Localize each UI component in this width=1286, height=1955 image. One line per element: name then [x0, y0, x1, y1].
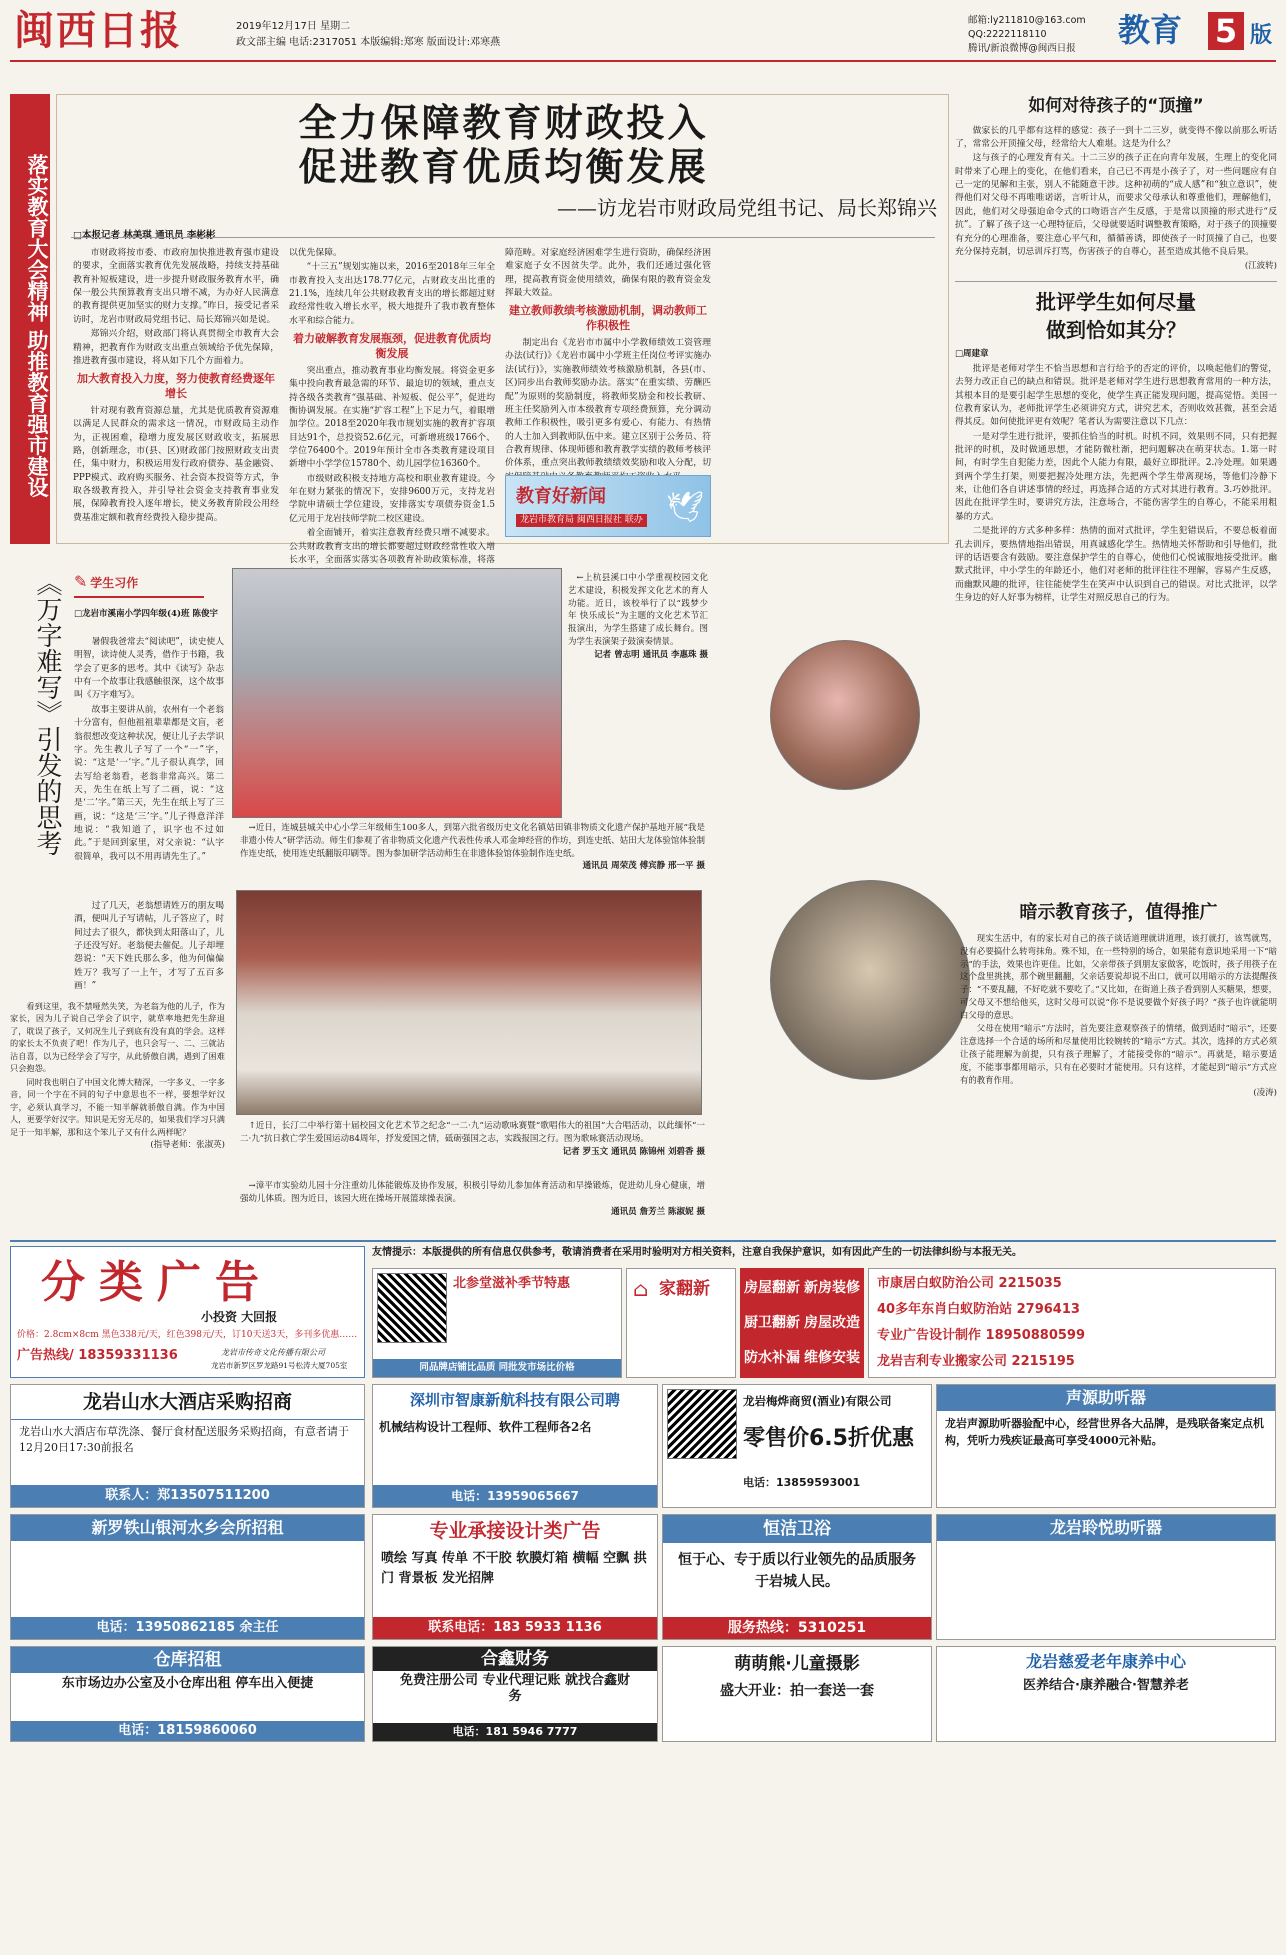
ad-zhuanye-tel: 联系电话：183 5933 1136	[373, 1617, 657, 1639]
house-icon: ⌂	[633, 1277, 649, 1301]
article-byline: □周建章	[955, 348, 989, 359]
choir-photo	[236, 890, 702, 1115]
article-piping-body	[955, 363, 1277, 605]
ad-zhuanye-title: 专业承接设计类广告	[429, 1520, 601, 1542]
essay-paragraph: 看到这里，我不禁哑然失笑，为老翁为他的儿子，作为家长，因为儿子说自己学会了识字，就草率地把先生辞退了，耽误了孩子，又何况生儿子到底有没有真的学会。这样的家长太不负责了吧！作为儿子，也只会写一、二、三就沾沾自喜，以为已经学会了写字，从此骄傲自满，遇到了困难只会抱怨。	[10, 1001, 225, 1074]
ad-meiling	[662, 1384, 932, 1508]
essay-body	[74, 636, 224, 865]
ad-zhifeng-title: 深圳市智康新航科技有限公司聘	[409, 1391, 620, 1409]
column-tag	[74, 570, 204, 598]
ad-hexin-title: 合鑫财务	[373, 1647, 657, 1671]
classified-price: 价格：2.8cm×8cm 黑色338元/天，红色398元/天，订10天送3天，多刊多优惠……	[17, 1330, 358, 1340]
ad-red-list	[868, 1268, 1276, 1378]
ad-hengjie-tel: 服务热线：5310251	[663, 1617, 931, 1639]
ad-hexin	[372, 1646, 658, 1742]
classified-ad-header	[10, 1246, 365, 1378]
qr-code-icon	[667, 1389, 737, 1459]
reno-item: 新房装修	[804, 1279, 860, 1296]
red-item: 40多年东肖白蚁防治站 2796413	[877, 1302, 1080, 1317]
masthead	[10, 6, 1276, 62]
essay-teacher: (指导老师：张淑英)	[150, 1140, 225, 1151]
classified-company: 龙岩市传奇文化传播有限公司	[221, 1348, 325, 1357]
reno-item: 厨卫翻新	[744, 1314, 800, 1331]
ad-mengmeng-body: 盛大开业：拍一套送一套	[720, 1683, 874, 1699]
lead-col-2	[289, 247, 495, 582]
caption-text: ↑近日，长汀二中举行第十届校园文化艺术节之纪念“一二·九”运动歌咏赛暨“歌唱伟大的祖国”大合唱活动，以此缅怀“一二·九”抗日救亡学生爱国运动84周年，抒发爱国之情，砥砺强国之志，实践报国之行。图为歌咏赛活动现场。	[240, 1121, 705, 1144]
ad-zhuanye	[372, 1514, 658, 1640]
article-paragraph: 这与孩子的心理发育有关。十二三岁的孩子正在向青年发展，生理上的变化同时带来了心理上的变化，在他们看来，自己已不再是小孩子了，对一些问题应有自己一定的见解和主张，别人不能随意干涉。这种初萌的“成人感”和“独立意识”，使得他们对父母不再唯唯诺诺，言听计从，而要求父母承认和尊重他们，理解他们，因此，他们对父母强迫命令式的口吻语言产生反感，于是常以顶撞的形式进行“反抗”。了解了孩子这一心理特征后，父母就要适时调整教育策略，对于孩子的顶撞要有充分的心理准备，要注意心平气和，循循善诱，即使孩子一时顶撞了自己，也要充分保持克制，切忌训斥打骂，伤害孩子的自尊心，甚至造成其他不良后果。	[955, 153, 1277, 257]
ad-shengyuan-title: 声源助听器	[937, 1385, 1275, 1411]
article-paragraph: 父母在使用“暗示”方法时，首先要注意观察孩子的情绪，做到适时“暗示”，还要注意选择一个合适的场所和尽量使用比较婉转的“暗示”方式。其次，选择的方式必须让孩子能理解为前提，只有孩子理解了，才能接受你的“暗示”。再就是，暗示要适度，不能事事都用暗示，只有在必要时才能使用。只有这样，才能起到“暗示”方式应有的教育作用。	[960, 1023, 1277, 1085]
basketball-circle-photo	[770, 880, 970, 1080]
lead-paragraph: 着全面铺开，着实注意教育经费只增不减要求。公共财政教育支出的增长都要超过财政经常性收入增长水平，全面落实落实各项教育补助政策标准，将落	[289, 528, 495, 565]
article-title-anshi: 暗示教育孩子，值得推广	[1019, 902, 1218, 923]
ad-beicantang-sub: 同品牌店铺比品质 同批发市场比价格	[373, 1359, 621, 1377]
essay-paragraph: 同时我也明白了中国文化博大精深，一字多义、一字多音，同一个字在不同的句子中意思也不一样，要想学好汉字，必须认真学习，不能一知半解就骄傲自满。作为中国人，更要学好汉字。知识是无穷无尽的，如果我们学习只满足于一知半解，那和这个笨儿子又有什么两样呢？	[10, 1076, 225, 1137]
article-byline: (凌涛)	[1253, 1088, 1277, 1099]
classified-title: 分类广告	[41, 1257, 273, 1308]
lead-paragraph: “十三五”规划实施以来，2016至2018年三年全市教育投入支出达178.77亿元，占财政支出比重的21.1%，连续几年公共财政教育支出的增长都超过财政经常性收入增长水平，极大地提升了我市教育整体水平和综合能力。	[289, 262, 495, 326]
newspaper-logo: 闽西日报	[14, 7, 182, 54]
ad-hengjie-body: 恒于心、专于质以行业领先的品质服务于岩城人民。	[678, 1552, 916, 1590]
ad-shanshui-title: 龙岩山水大酒店采购招商	[11, 1385, 364, 1420]
ad-zhifeng-body: 机械结构设计工程师、软件工程师各2名	[379, 1420, 592, 1434]
news-award-badge	[505, 475, 711, 537]
caption-credit: 通讯员 周荣茂 傅宾静 邢一平 摄	[582, 861, 705, 872]
ad-cangku-tel: 电话：18159860060	[11, 1721, 364, 1741]
date-line: 2019年12月17日 星期二	[236, 21, 351, 32]
red-item: 市康居白蚁防治公司 2215035	[877, 1276, 1062, 1291]
lead-paragraph: 以优先保障。	[289, 248, 342, 258]
article-paragraph: 二是批评的方式多种多样：热情的面对式批评，学生犯错误后，不要总板着面孔去训斥，要热情地指出错误，用真诚感化学生。热情地关怀帮助和引导他们，批评的话语要含有鼓励。要注意保护学生的自尊心，使他们心悦诚服地接受批评。幽默式批评，中小学生的年龄还小，他们对老师的批评往往不理解，容易产生反感，而幽默风趣的批评，往往能使学生在笑声中认识到自己的错误。对比式批评，以学生身边的好人好事为榜样，让学生对照反思自己的行为。	[955, 526, 1277, 603]
essay-title: 《万字难写》引发的思考	[32, 570, 62, 856]
ad-renovation	[740, 1268, 864, 1378]
ad-shengyuan-body: 龙岩声源助听器验配中心，经营世界各大品牌，是残联备案定点机构，凭听力残疾证最高可享受4000元补贴。	[945, 1417, 1264, 1447]
ad-hexin-body: 免费注册公司 专业代理记账 就找合鑫财务	[399, 1673, 631, 1704]
red-item: 专业广告设计制作 18950880599	[877, 1328, 1086, 1343]
ad-hengjie-title: 恒洁卫浴	[663, 1515, 931, 1543]
ad-cangku	[10, 1646, 365, 1742]
ad-cideai	[936, 1646, 1276, 1742]
lead-subtitle: ——访龙岩市财政局党组书记、局长郑锦兴	[557, 196, 937, 220]
caption-text: ←上杭县溪口中小学重视校园文化艺术建设，积极发挥文化艺术的育人功能。近日，该校举行了以“践梦少年 快乐成长”为主题的文化艺术节汇报演出，为学生搭建了成长舞台。图为学生表演架子鼓演奏情景。	[568, 573, 708, 647]
lead-subhead-1: 加大教育投入力度，努力使教育经费逐年增长	[77, 372, 275, 401]
article-dingzhuang-body	[955, 125, 1277, 273]
reno-item: 维修安装	[804, 1350, 860, 1367]
lead-subhead-3: 建立教师教绩考核激励机制，调动教师工作积极性	[509, 304, 707, 333]
article-paragraph: 现实生活中，有的家长对自己的孩子谈话道理就讲道理，该打就打，该骂就骂，没有必要搞什么转弯抹角。殊不知，在一些特别的场合，如果能有意识地采用一下“暗示”的手法，效果也许更佳。比如，父亲带孩子到朋友家做客，吃饭时，孩子用筷子在这个盘里挑挑，那个碗里翻翻，父亲话要说却说不出口，就可以用暗示的方法提醒孩子：“不要乱翻，不好吃就不要吃了。”又比如，在街道上孩子看到别人买糖果，想要，可父母又不想给他买，这时父母可以说“你不是说要做个好孩子吗？”孩子也许就能明白父母的意思。	[960, 933, 1277, 1020]
ad-cideai-body: 医养结合·康养融合·智慧养老	[1023, 1678, 1189, 1693]
wechat: 腾讯/新浪微博@闽西日报	[968, 43, 1076, 54]
essay-body-continued	[74, 900, 224, 995]
ad-zhuanye-body: 喷绘 写真 传单 不干胶 软膜灯箱 横幅 空飘 拱门 背景板 发光招牌	[381, 1551, 647, 1586]
ad-hengjie	[662, 1514, 932, 1640]
essay-body-end	[10, 1000, 225, 1151]
lead-paragraph: 障范畴。对家庭经济困难学生进行资助，确保经济困难家庭子女不因贫失学。此外，我们还通过强化管理，提高教育资金使用绩效，确保有限的教育资金发挥最大效益。	[505, 248, 711, 299]
essay-paragraph: 暑假我爸常去“阅读吧”，读史使人明智，读诗使人灵秀，借作于书籍，我学会了更多的思考。其中《读写》杂志中有一个故事让我感触很深，这个故事叫《万字难写》。	[74, 637, 224, 701]
lead-col-3	[505, 247, 711, 485]
article-title-piping-1: 批评学生如何尽量	[1036, 289, 1196, 314]
page-number: 5	[1208, 12, 1244, 50]
ad-shanshui-body: 龙岩山水大酒店布草洗涤、餐厅食材配送服务采购招商，有意者请于12月20日17:30前报名	[19, 1425, 349, 1454]
ad-lingyue	[936, 1514, 1276, 1640]
ad-tieshan-title: 新罗铁山银河水乡会所招租	[11, 1515, 364, 1541]
lead-paragraph: 制定出台《龙岩市市属中小学教师绩效工资管理办法(试行)》《龙岩市属中小学班主任岗位考评实施办法(试行)》，实施教师绩效考核激励机制，各县(市、区)同步出台教师奖励办法。落实“在重实绩、劳酬匹配”为原则的奖励制度，将教师奖励金和校长教研、班主任奖励列入市本级教育专项经费预算，充分调动教师工作积极性，吸引更多有爱心、有能力、有热情的人士加入到教师队伍中来。建立区别于公务员、符合教育规律、体现师德和教育教学实绩的教师考核评价体系，重点突出教师教绩绩效奖励和收入分配，切	[505, 338, 711, 469]
dove-icon: 🕊	[666, 490, 705, 525]
classified-address: 龙岩市新罗区罗龙路91号松涛大厦705室	[211, 1361, 348, 1370]
ad-cideai-title: 龙岩慈爱老年康养中心	[1025, 1652, 1186, 1671]
ad-jiafanxin	[626, 1268, 736, 1378]
email: 邮箱:ly211810@163.com	[968, 15, 1086, 26]
lead-subhead-2: 着力破解教育发展瓶颈，促进教育优质均衡发展	[293, 332, 491, 360]
pencil-icon: ✎	[74, 572, 88, 591]
ad-cangku-title: 仓库招租	[11, 1647, 364, 1673]
qq: QQ:2222118110	[968, 29, 1047, 40]
lead-title-2: 促进教育优质均衡发展	[298, 145, 709, 189]
caption-credit: 通讯员 詹芳兰 陈淑妮 摄	[611, 1206, 705, 1217]
lead-banner: 落实教育大会精神 助推教育强市建设	[10, 94, 50, 544]
ad-beicantang-title: 北参堂滋补季节特惠	[453, 1276, 571, 1291]
photo-caption-basketball	[240, 1180, 705, 1218]
caption-credit: 记者 罗玉文 通讯员 陈锦州 刘碧香 摄	[562, 1146, 705, 1157]
article-anshi	[960, 900, 1277, 1100]
ad-zhifeng-tel: 电话：13959065667	[373, 1485, 657, 1507]
lead-paragraph: 市级财政积极支持地方高校和职业教育建设。今年在财力紧张的情况下，安排9600万元，支持龙岩学院申请硕士学位建设，安排落实专项债券资金1.5亿元用于龙岩技师学院二校区建设。	[289, 473, 495, 524]
reno-item: 房屋改造	[804, 1314, 860, 1331]
article-paragraph: 做家长的几乎都有这样的感觉：孩子一到十二三岁，就变得不像以前那么听话了，常常公开顶撞父母，经常给大人难堪。这是为什么？	[955, 125, 1277, 149]
red-item: 龙岩吉利专业搬家公司 2215195	[877, 1354, 1075, 1369]
caption-text: →漳平市实验幼儿园十分注重幼儿体能锻炼及协作发展，积极引导幼儿参加体育活动和早操锻炼，促进幼儿身心健康，增强幼儿体质。图为近日，该园大班在操场开展篮球操表演。	[240, 1181, 705, 1204]
article-paragraph: 批评是老师对学生不恰当思想和言行给予的否定的评价，以唤起他们的警觉，去努力改正自己的缺点和错误。批评是老师对学生进行思想教育常用的一种方法，其根本目的是要引起学生思想的变化，使学生真正能发现问题，提高觉悟。美国一位教育家认为，老师批评学生必须讲究方式，讲究艺术，否则收效甚微，甚至会适得其反。如何使批评更有效呢？笔者认为需要注意以下几点：	[955, 363, 1277, 428]
disclaimer: 友情提示：本版提供的所有信息仅供参考，敬请消费者在采用时验明对方相关资料，注意自我保护意识，如有因此产生的一切法律纠纷与本报无关。	[372, 1247, 1022, 1258]
article-title-dingzhuang: 如何对待孩子的“顶撞”	[1028, 96, 1204, 116]
ad-shengyuan	[936, 1384, 1276, 1508]
caption-text: →近日，连城县城关中心小学三年级师生100多人，到第六批省级历史文化名镇姑田镇非物质文化遗产保护基地开展“我是非遗小传人”研学活动。师生们参观了省非物质文化遗产代表性传承人邓金坤经营的作坊，到连史纸、姑田大龙体验馆体验制作连史纸，使用连史纸翻版印刷等。图为参加研学活动师生在非遗体验馆体验制作连史纸。	[240, 823, 705, 859]
article-title-piping-2: 做到恰如其分？	[1046, 317, 1186, 342]
lead-paragraph: 突出重点，推动教育事业均衡发展。将资金更多集中投向教育最急需的环节、最迫切的领域，重点支持各级各类教育“强基础、补短板、促公平”，促进均衡协调发展。在实施“扩容工程”上下足力气，着眼增加学位。2018至2020年我市规划实施的教育扩容项目达91个，总投资52.6亿元，可新增班级1766个、学位76400个。2019年预计全市各类教育建设项目新增中小学学位15780个、幼儿园学位16360个。	[289, 365, 495, 470]
ad-meiling-price: 零售价6.5折优惠	[743, 1426, 914, 1451]
classified-tagline: 小投资 大回报	[201, 1310, 278, 1324]
ad-jiafanxin-title: 家翻新	[659, 1279, 710, 1299]
lead-col-1	[73, 247, 279, 526]
ad-shanshui	[10, 1384, 365, 1508]
lead-paragraph: 市财政将按市委、市政府加快推进教育强市建设的要求，全面落实教育优先发展战略，持续支持基础教育补短板建设，进一步提升财政服务教育水平，确保一般公共预算教育支出只增不减，为办好人民满意的教育提供更加坚实的财力支撑。”昨日，接受记者采访时，龙岩市财政局党组书记、局长郑锦兴如是说。	[73, 248, 279, 325]
lead-byline: □本报记者 林美琪 通讯员 李彬彬	[73, 230, 216, 241]
reno-item: 房屋翻新	[744, 1279, 800, 1296]
photo-caption-paper	[240, 822, 705, 873]
ad-hexin-tel: 电话：181 5946 7777	[373, 1723, 657, 1741]
kids-circle-photo	[770, 640, 920, 790]
ad-shanshui-tel: 联系人：郑13507511200	[11, 1485, 364, 1507]
photo-caption-drum	[568, 572, 708, 661]
badge-subtitle: 龙岩市教育局 闽西日报社 联办	[516, 514, 647, 527]
ad-meiling-tel: 电话：13859593001	[743, 1476, 861, 1489]
classified-hotline: 广告热线/ 18359331136	[17, 1348, 178, 1363]
page-suffix: 版	[1250, 23, 1273, 48]
lead-paragraph: 针对现有教育资源总量，尤其是优质教育资源难以满足人民群众的需求这一情况，市财政局主动作为，正视困难，稳增力度发展区财政收支，拓展思路，创新理念，市(县、区)财政部门按照财政支出责任，集中财力，积极运用发行政府债券、基金融资、PPP模式、政府购买服务、社会资本投资等方式，争取各级教育投入，并引导社会资金支持教育事业发展，保障教育投入逐年增长，使义务教育阶段公用经费基准定额和教育经费投入稳步提高。	[73, 405, 279, 523]
ad-tieshan-tel: 电话：13950862185 余主任	[11, 1617, 364, 1639]
ad-meiling-title: 龙岩梅烨商贸(酒业)有限公司	[743, 1394, 892, 1408]
drum-performance-photo	[232, 568, 562, 818]
essay-byline: □龙岩市溪南小学四年级(4)班 陈俊宇	[74, 609, 218, 619]
ad-beicantang	[372, 1268, 622, 1378]
photo-caption-choir	[240, 1120, 705, 1158]
essay-paragraph: 故事主要讲从前，农州有一个老翁十分富有，但他祖祖辈辈都是文盲，老翁很想改变这种状况，便让儿子去学识字。先生教儿子写了一个“一”字，说：“这是‘一’字。”儿子很认真学，回去写给老翁看，老翁非常高兴。第二天，先生在纸上写了二画，说：“这是‘二’字。”第三天，先生在纸上写了三画，说：“这是‘三’字。”儿子得意洋洋地说：“我知道了，识字也不过如此。”于是回到家里，对父亲说：“认字很简单，我可以不用再请先生了。”	[74, 704, 224, 862]
caption-credit: 记者 曾志明 通讯员 李惠珠 摄	[594, 649, 708, 660]
lead-title-1: 全力保障教育财政投入	[298, 101, 709, 145]
ad-zhifeng	[372, 1384, 658, 1508]
article-paragraph: 一是对学生进行批评，要抓住恰当的时机。时机不同，效果则不同，只有把握批评的时机，及时做通思想，才能防微杜渐，把问题解决在萌芽状态。1.第一时间，有时学生自犯能力差，因此个人能力有限，最好立即批评。2.冷处理。如果遇到两个学生打架，则要把握冷处理方法，先把两个学生带离现场，等他们冷静下来，让他们各自讲述事情的经过，再选择合适的方式对其进行教育。3.巧妙批评。因此在批评学生时，要讲究方法，注意场合，不能伤害学生的自尊心，不能采用粗暴的方式。	[955, 431, 1277, 522]
editor-line: 政文部主编 电话:2317051 本版编辑:郑寒 版面设计:邓寒燕	[236, 37, 501, 48]
column-tag-label: 学生习作	[90, 576, 139, 590]
reno-item: 防水补漏	[744, 1350, 800, 1367]
lead-paragraph: 郑锦兴介绍，财政部门将认真贯彻全市教育大会精神，把教育作为财政支出重点领域给予优先保障，推进教育强市建设，将从如下几个方面着力。	[73, 329, 279, 366]
ad-lingyue-title: 龙岩聆悦助听器	[937, 1515, 1275, 1541]
lead-article	[56, 94, 949, 565]
badge-title: 教育好新闻	[516, 486, 606, 507]
essay-paragraph: 过了几天，老翁想请姓万的朋友喝酒，便叫儿子写请帖，儿子答应了，时间过去了很久，都快到太阳落山了，儿子还没写好。老翁便去催促。儿子却埋怨说：“天下姓氏那么多，他为何偏偏姓万？我写了一上午，才写了五百多画！”	[74, 901, 224, 992]
section-title: 教育	[1118, 11, 1183, 49]
ad-cangku-body: 东市场边办公室及小仓库出租 停车出入便捷	[61, 1676, 314, 1691]
ad-mengmeng	[662, 1646, 932, 1742]
article-byline: (江波转)	[1244, 261, 1277, 272]
ad-tieshan	[10, 1514, 365, 1640]
qr-code-icon	[377, 1273, 447, 1343]
ad-mengmeng-title: 萌萌熊·儿童摄影	[734, 1654, 860, 1674]
